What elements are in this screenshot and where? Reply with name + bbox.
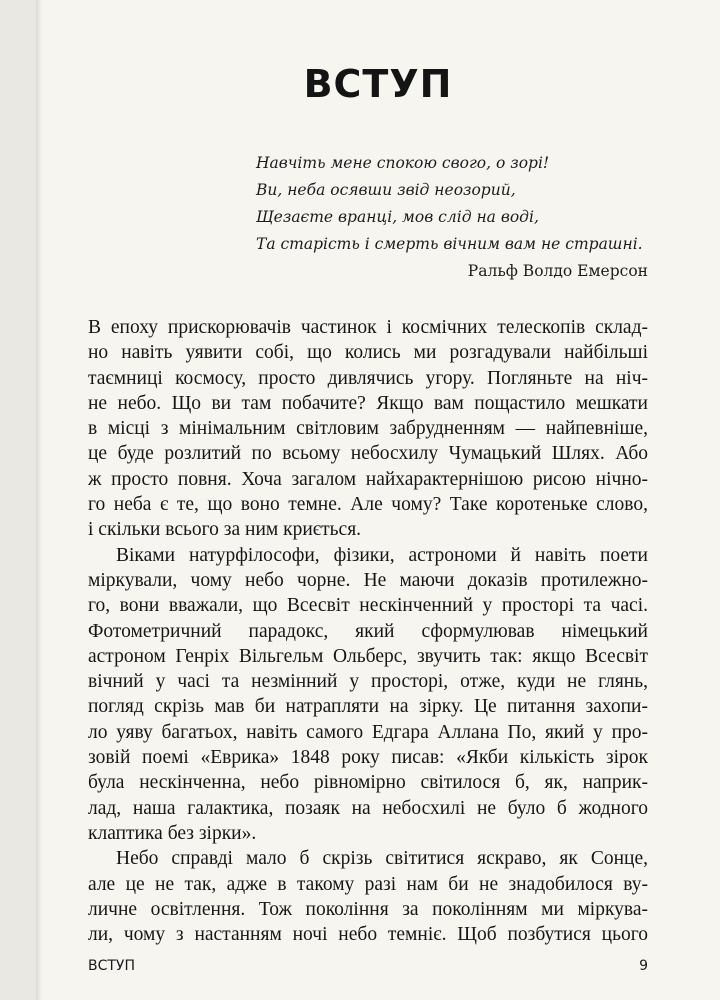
body-text [88,315,648,947]
text-line: таємниці космосу, просто дивлячись угору. Погляньте на ніч- [88,367,648,389]
text-line: лад, наша галактика, позаяк на небосхилі не було б жодного [88,797,648,819]
epigraph-line: Навчіть мене спокою свого, о зорі! [256,154,550,172]
text-line: Небо справді мало б скрізь світитися яскраво, як Сонце, [116,848,648,870]
chapter-title: ВСТУП [303,62,453,106]
text-line: ж просто повня. Хоча загалом найхарактернішою рисою нічно- [88,468,648,490]
text-line: го неба є те, що воно темне. Але чому? Таке коротеньке слово, [88,494,648,516]
book-page [36,0,720,1000]
epigraph-line: Щезаєте вранці, мов слід на воді, [256,208,539,226]
text-line: не небо. Що ви там побачите? Якщо вам пощастило мешкати [88,392,648,414]
text-line: але це не так, адже в такому разі нам би не знадобилося ву- [88,873,648,895]
text-line: Віками натурфілософи, фізики, астрономи й навіть поети [116,544,648,566]
text-line: в місці з мінімальним світловим забрудненням — найпевніше, [88,418,648,440]
text-line: міркували, чому небо чорне. Не маючи доказів протилежно- [88,569,648,591]
running-footer-section: ВСТУП [88,958,135,974]
text-line: вічний у часі та незмінний у просторі, отже, куди не глянь, [88,671,648,693]
text-line: зовій поемі «Еврика» 1848 року писав: «Якби кількість зірок [88,747,648,769]
text-line: личне освітлення. Тож покоління за поколінням ми міркува- [88,898,648,920]
text-line: ли, чому з настанням ночі небо темніє. Щоб позбутися цього [88,924,648,946]
epigraph-line: Та старість і смерть вічним вам не страшні. [256,235,643,253]
text-line: го, вони вважали, що Всесвіт нескінченний у просторі та часі. [88,595,648,617]
text-line: ло уяву багатьох, навіть самого Едгара Аллана По, який у про- [88,721,648,743]
text-line: Фотометричний парадокс, який сформулював німецький [88,620,648,642]
text-line: В епоху прискорювачів частинок і космічних телескопів склад- [88,317,648,338]
text-line: і скільки всього за ним криється. [88,519,362,541]
text-line: це буде розлитий по всьому небосхилу Чумацький Шлях. Або [88,443,648,465]
text-line: була нескінченна, небо рівномірно світилося б, як, наприк- [88,772,648,794]
epigraph-line: Ви, неба осявши звід неозорий, [256,181,516,199]
text-line: клаптика без зірки». [88,822,257,844]
epigraph-author: Ральф Волдо Емерсон [467,262,648,280]
text-line: погляд скрізь мав би натрапляти на зірку. Це питання захопи- [88,696,648,718]
page-footer [88,958,648,974]
text-line: но навіть уявити собі, що колись ми розгадували найбільші [88,342,648,364]
text-line: астроном Генріх Вільгельм Ольберс, звучить так: якщо Всесвіт [88,645,648,667]
page-number: 9 [639,958,648,974]
epigraph [256,150,648,285]
